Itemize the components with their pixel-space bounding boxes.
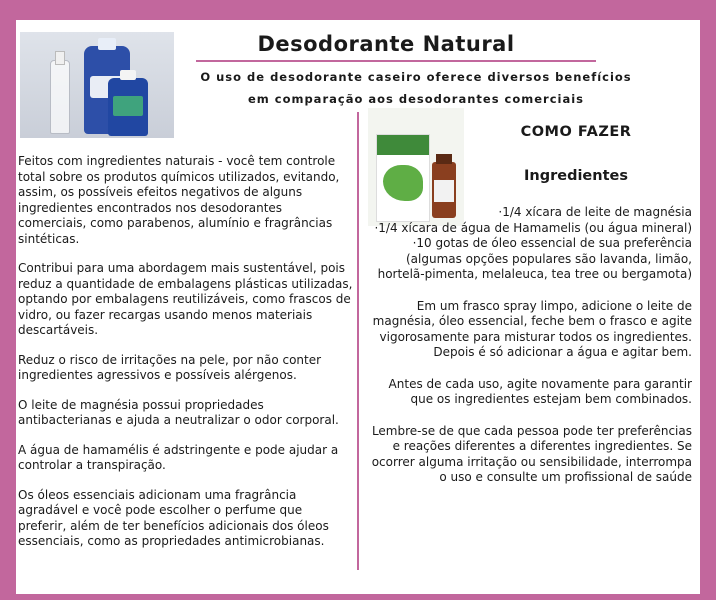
benefit-paragraph: Contribui para uma abordagem mais sustentável, pois reduz a quantidade de embalagens plásticas utilizadas, optando por embalagens reutilizáveis, como frascos de vidro, ou fazer recargas usando menos materiais descartáveis.	[18, 261, 353, 337]
benefit-paragraph: A água de hamamélis é adstringente e pode ajudar a controlar a transpiração.	[18, 442, 339, 472]
ingredients-list	[366, 205, 692, 283]
how-to-column	[366, 205, 692, 502]
step-paragraph: Antes de cada uso, agite novamente para garantir que os ingredientes estejam bem combinados.	[388, 376, 692, 406]
small-bottle-shape	[108, 78, 148, 136]
ingredient-item: ·1/4 xícara de água de Hamamelis (ou água mineral)	[374, 220, 692, 235]
benefit-paragraph: Os óleos essenciais adicionam uma fragrância agradável e você pode escolher o perfume que preferir, além de ter benefícios adicionais dos óleos essenciais, como as propriedades antimicrobianas.	[18, 487, 329, 548]
subtitle-line-1: O uso de desodorante caseiro oferece diversos benefícios	[200, 70, 632, 84]
ingredients-heading: Ingredientes	[524, 168, 628, 184]
ingredient-item: ·1/4 xícara de leite de magnésia	[498, 205, 692, 219]
step-paragraph: Em um frasco spray limpo, adicione o leite de magnésia, óleo essencial, feche bem o frasco e agite vigorosamente para misturar todos os ingredientes. Depois é só adicionar a água e agitar bem.	[372, 298, 692, 359]
step-paragraph: Lembre-se de que cada pessoa pode ter preferências e reações diferentes a diferentes ingredientes. Se ocorrer alguma irritação ou sensibilidade, interrompa o uso e consulte um profissional de saúde	[371, 423, 692, 484]
benefit-paragraph: O leite de magnésia possui propriedades antibacterianas e ajuda a neutralizar o odor corporal.	[18, 397, 339, 427]
content-card	[16, 20, 700, 594]
benefits-column	[18, 154, 354, 564]
deodorant-bottles-image	[20, 32, 174, 138]
benefit-paragraph: Feitos com ingredientes naturais - você tem controle total sobre os produtos químicos utilizados, evitando, assim, os possíveis efeitos negativos de alguns ingredientes encontrados nos desodorantes comerciais, como parabenos, alumínio e fragrâncias sintéticas.	[18, 154, 340, 246]
subtitle-line-2: em comparação aos desodorantes comerciais	[247, 92, 585, 106]
page-title: Desodorante Natural	[257, 32, 515, 56]
how-to-heading: COMO FAZER	[520, 124, 632, 140]
page-subtitle	[186, 66, 646, 110]
ingredient-item: ·10 gotas de óleo essencial de sua preferência (algumas opções populares são lavanda, limão, hortelã-pimenta, melaleuca, tea tree ou bergamota)	[377, 236, 692, 281]
title-underline	[196, 60, 596, 62]
spray-bottle-shape	[50, 60, 70, 134]
benefit-paragraph: Reduz o risco de irritações na pele, por não conter ingredientes agressivos e possíveis alérgenos.	[18, 352, 322, 382]
column-divider	[357, 112, 359, 570]
